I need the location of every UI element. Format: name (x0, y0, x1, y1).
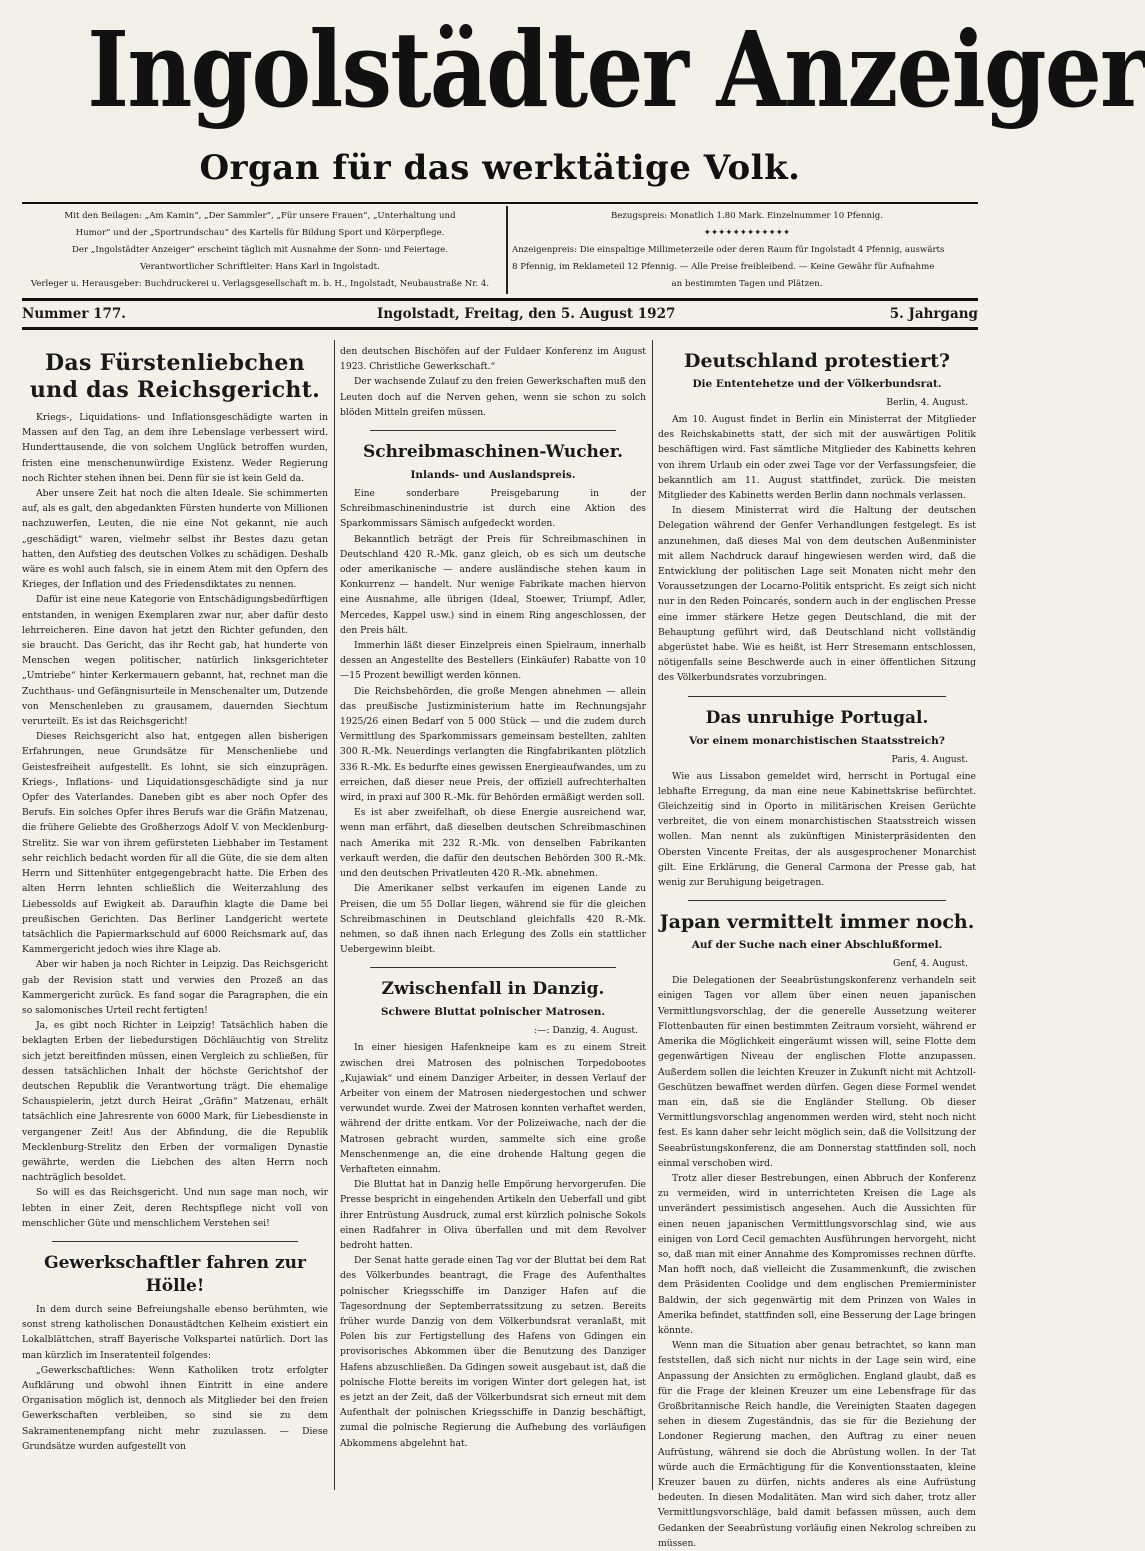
paragraph: Immerhin läßt dieser Einzelpreis einen Spielraum, innerhalb dessen an Angestellte des Bestellers (Einkäufer) Rabatte von 10—15 Prozent bewilligt werden können. (340, 640, 646, 682)
paragraph: Die Reichsbehörden, die große Mengen abnehmen — allein das preußische Justizministerium hatte im Rechnungsjahr 1925/26 einen Bedarf von 5 000 Stück — und die zudem durch Vermittlung des Sparkommissars gemeinsam bestellten, zahlten 300 R.-Mk. Neuerdings verlangten die Ringfabrikanten plötzlich 336 R.-Mk. Es bedurfte eines gewissen Energieaufwandes, um zu erreichen, daß dieser neue Preis, der offiziell aufrechterhalten wird, in praxi auf 300 R.-Mk. für Behörden ermäßigt werden soll. (340, 685, 646, 804)
masthead-title: Ingolstädter Anzeiger (87, 8, 1145, 131)
top-rule (22, 202, 978, 204)
dateline-danzig: :—: Danzig, 4. August. (534, 1025, 638, 1037)
place-date: Ingolstadt, Freitag, den 5. August 1927 (377, 306, 676, 322)
info-line: Der „Ingolstädter Anzeiger“ erscheint täglich mit Ausnahme der Sonn- und Feiertage. (72, 245, 448, 255)
dateline (22, 303, 978, 325)
article-danzig (340, 1040, 646, 1450)
publication-info (22, 208, 498, 294)
paragraph: Wenn man die Situation aber genau betrachtet, so kann man feststellen, daß sich nicht nur nichts in der Lage sein wird, eine Anpassung der Ansichten zu ermöglichen. England glaubt, daß es für die Frage der kleinen Kreuzer um eine Lebensfrage für das Großbritannische Reich handle, die Vereinigten Staaten dagegen sehen in diesem Zugeständnis, das sie für die Beziehung der Londoner Regierung machen, den Auftrag zu einer neuen Aufrüstung, während sie doch die Abrüstung wollen. In der Tat würde auch die Ermächtigung für die Konventionsstaaten, kleine Kreuzer bauen zu dürfen, nichts anderes als eine Aufrüstung bedeuten. In diesen Modalitäten. Man wird sich daher, trotz aller Vermittlungsvorschläge, bald damit befassen müssen, auch dem Gedanken der Seeabrüstung vorläufig einen Nekrolog schreiben zu müssen. (658, 1340, 976, 1549)
ad-price-line: 8 Pfennig, im Reklameteil 12 Pfennig. — Alle Preise freibleibend. — Keine Gewähr für Aufnahme (512, 262, 935, 272)
info-line: Verleger u. Herausgeber: Buchdruckerei u. Verlagsgesellschaft m. b. H., Ingolstadt, Neubaustraße Nr. 4. (30, 279, 490, 289)
info-line: Humor“ und der „Sportrundschau“ des Kartells für Bildung Sport und Körperpflege. (75, 228, 445, 238)
subheadline-portugal: Vor einem monarchistischen Staatsstreich? (689, 734, 945, 747)
headline-danzig: Zwischenfall in Danzig. (381, 979, 605, 1000)
headline-gewerkschaftler: Gewerkschaftler fahren zur Hölle! (44, 1252, 306, 1296)
article-portugal (658, 769, 976, 891)
ad-price-line: an bestimmten Tagen und Plätzen. (671, 279, 823, 289)
article-schreibmaschinen (340, 486, 646, 957)
article-separator (688, 900, 946, 901)
paragraph: Am 10. August findet in Berlin ein Ministerrat der Mitglieder des Reichskabinetts statt, der sich mit der auswärtigen Politik beschäftigen wird. Fast sämtliche Mitglieder des Kabinetts kehren von ihrem Urlaub ein oder zwei Tage vor der Verfassungsfeier, die bekanntlich am 11. August stattfindet, zurück. Die meisten Mitglieder des Kabinetts werden Berlin dann nochmals verlassen. (658, 414, 976, 502)
paragraph: Trotz aller dieser Bestrebungen, einen Abbruch der Konferenz zu vermeiden, wird in unterrichteten Kreisen die Lage als unverändert pessimistisch angesehen. Auch die Aussichten für einen neuen japanischen Vermittlungsvorschlag sind, wie aus einigen von Lord Cecil gemachten Ausführungen hervorgeht, nicht so, daß man mit einer Annahme des Kompromisses rechnen dürfte. Man hofft noch, daß vielleicht die Zusammenkunft, die zwischen dem Präsidenten Coolidge und dem englischen Premierminister Baldwin, der sich gegenwärtig mit dem Prinzen von Wales in Amerika befindet, stattfinden soll, eine Besserung der Lage bringen könnte. (658, 1172, 976, 1336)
column-divider (652, 340, 653, 1490)
article-japan (658, 973, 976, 1551)
info-line: Verantwortlicher Schriftleiter: Hans Karl in Ingolstadt. (140, 262, 380, 272)
paragraph: Dafür ist eine neue Kategorie von Entschädigungsbedürftigen entstanden, in wenigen Exemplaren zwar nur, aber dafür desto lehrreicheren. Eine davon hat jetzt den Richter gefunden, den sie braucht. Das Gericht, das ihr Recht gab, hat hunderte von Menschen wegen politischer, natürlich linksgerichteter „Umtriebe“ hinter Kerkermauern gebannt, hat, rechnet man die Zuchthaus- und Gefängnisurteile in Menschenalter um, Dutzende von Menschenleben zu grausamem, dauernden Siechtum verurteilt. Es ist das Reichsgericht! (22, 594, 328, 728)
headline-portugal: Das unruhige Portugal. (705, 707, 929, 728)
headline-deutschland: Deutschland protestiert? (683, 350, 950, 372)
headline-japan: Japan vermittelt immer noch. (659, 911, 975, 934)
paragraph: Aber unsere Zeit hat noch die alten Ideale. Sie schimmerten auf, als es galt, den abgedankten Fürsten hunderte von Millionen nachzuwerfen, Leuten, die nie eine Not gekannt, nie auch „geschädigt“ waren, vielmehr selbst ihr Bestes dazu getan hatten, den Aufstieg des deutschen Volkes zu schädigen. Deshalb wäre es wohl auch falsch, sie in einem Atem mit den Opfern des Krieges, der Inflation und des Friedensdiktates zu nennen. (22, 488, 328, 591)
column-divider (334, 340, 335, 1490)
paragraph: „Gewerkschaftliches: Wenn Katholiken trotz erfolgter Aufklärung und obwohl ihnen Eintritt in eine andere Organisation möglich ist, dennoch als Mitglieder bei den freien Gewerkschaften verbleiben, so sind sie zu dem Sakramentenempfang nicht mehr zuzulassen. — Diese Grundsätze wurden aufgestellt von (22, 1364, 328, 1452)
subscription-price: Bezugspreis: Monatlich 1.80 Mark. Einzelnummer 10 Pfennig. (610, 211, 884, 221)
subheadline-deutschland: Die Ententehetze und der Völkerbundsrat. (692, 378, 942, 390)
subheadline-japan: Auf der Suche nach einer Abschlußformel. (691, 939, 943, 952)
article-fuerstenliebchen (22, 410, 328, 1231)
paragraph: den deutschen Bischöfen auf der Fuldaer Konferenz im August 1923. Christliche Gewerkschaft.“ (340, 346, 646, 373)
paragraph: In diesem Ministerrat wird die Haltung der deutschen Delegation während der Genfer Verhandlungen festgelegt. Es ist anzunehmen, daß dieses Mal von dem deutschen Außenminister mit allem Nachdruck darauf hingewiesen werden wird, daß die Entwicklung der politischen Lage seit Monaten nicht mehr den Voraussetzungen der Locarno-Politik entspricht. Es zeigt sich nicht nur in den Reden Poincarés, sondern auch in der englischen Presse eine immer stärkere Hetze gegen Deutschland, die mit der Behauptung geführt wird, daß Deutschland nicht vollständig abgerüstet habe. Wie es heißt, ist Herr Stresemann entschlossen, nötigenfalls seine Beschwerde auch in einer öffentlichen Sitzung des Völkerbundsrates vorzubringen. (658, 505, 976, 684)
paragraph: Der Senat hatte gerade einen Tag vor der Bluttat bei dem Rat des Völkerbundes beantragt, die Frage des Aufenthaltes polnischer Kriegsschiffe im Danziger Hafen auf die Tagesordnung der Septemberratssitzung zu setzen. Bereits früher wurde Danzig von dem Völkerbundsrat veranlaßt, mit Polen bis zur Fertigstellung des Hafens von Gdingen ein provisorisches Abkommen über die Benutzung des Danziger Hafens abzuschließen. Da Gdingen soweit ausgebaut ist, daß die polnische Flotte bereits im vorigen Winter dort gelegen hat, ist es jetzt an der Zeit, daß der Völkerbundsrat sich erneut mit dem Aufenthalt der polnischen Kriegsschiffe in Danzig beschäftigt, zumal die polnische Regierung die Aufhebung des vorläufigen Abkommens abgelehnt hat. (340, 1255, 646, 1449)
paragraph: Aber wir haben ja noch Richter in Leipzig. Das Reichsgericht gab der Revision statt und verwies den Prozeß an das Kammergericht zurück. Es fand sogar die Paragraphen, die ein so salomonisches Urteil recht fertigten! (22, 959, 328, 1016)
subheadline-danzig: Schwere Bluttat polnischer Matrosen. (380, 1006, 606, 1019)
paragraph: Dieses Reichsgericht also hat, entgegen allen bisherigen Erfahrungen, neue Grundsätze für Menschenliebe und Geistesfreiheit aufgestellt. Es lohnt, sie sich einzuprägen. Kriegs-, Inflations- und Liquidationsgeschädigte sind ja nur Opfer des Vaterlandes. Daneben gibt es aber noch Opfer des Berufs. Ein solches Opfer ihres Berufs war die Gräfin Matzenau, die frühere Geliebte des Großherzogs Adolf V. von Mecklenburg-Strelitz. Sie war von ihrem gefürsteten Liebhaber im Testament sehr reichlich bedacht worden für all die Güte, die sie dem alten Herrn und Sittenhüter entgegengebracht hatte. Die Erben des alten Herrn lehnten schließlich die Weiterzahlung des Liebessolds auf Ewigkeit ab. Daraufhin klagte die Dame bei preußischen Gerichten. Das Berliner Landgericht wertete tatsächlich die Papiermarkschuld auf 6000 Reichsmark auf, das Kammergericht jedoch wies ihre Klage ab. (22, 731, 328, 956)
issue-number: Nummer 177. (22, 306, 127, 322)
paragraph: Es ist aber zweifelhaft, ob diese Energie ausreichend war, wenn man erfährt, daß dieselben deutschen Schreibmaschinen nach Amerika mit 232 R.-Mk. von denselben Fabrikanten verkauft werden, die dafür den deutschen Behörden 300 R.-Mk. und den deutschen Privatleuten 420 R.-Mk. abnehmen. (340, 807, 646, 880)
article-separator (52, 1241, 298, 1242)
paragraph: Die Bluttat hat in Danzig helle Empörung hervorgerufen. Die Presse bespricht in eingehenden Artikeln den Ueberfall und gibt ihrer Entrüstung Ausdruck, zumal erst kürzlich polnische Sokols einen Radfahrer in Oliva überfallen und mit dem Revolver bedroht hatten. (340, 1179, 646, 1251)
paragraph: Wie aus Lissabon gemeldet wird, herrscht in Portugal eine lebhafte Erregung, da man eine neue Kabinettskrise befürchtet. Gleichzeitig sind in Oporto in militärischen Kreisen Gerüchte verbreitet, die von einem monarchistischen Staatsstreich wissen wollen. Man nennt als zukünftigen Ministerpräsidenten den Obersten Vincente Freitas, der als ausgesprochener Monarchist gilt. Eine Erklärung, die General Carmona der Presse gab, hat wenig zur Beruhigung beigetragen. (658, 770, 976, 889)
info-separator (506, 206, 508, 294)
column-2 (340, 344, 646, 1514)
paragraph: Bekanntlich beträgt der Preis für Schreibmaschinen in Deutschland 420 R.-Mk. ganz gleich, ob es sich um deutsche oder amerikanische — andere ausländische stehen kaum in Konkurrenz — handelt. Nur wenige Fabrikate machen hiervon eine Ausnahme, alle übrigen (Ideal, Stoewer, Triumpf, Adler, Mercedes, Kappel usw.) sind in einem Ring angeschlossen, der den Preis hält. (340, 533, 646, 636)
paragraph: In dem durch seine Befreiungshalle ebenso berühmten, wie sonst streng katholischen Donaustädtchen Kelheim existiert ein Lokalblättchen, straff Bayerische Volkspartei natürlich. Dort las man kürzlich im Inseratenteil folgendes: (22, 1303, 328, 1361)
paragraph: Ja, es gibt noch Richter in Leipzig! Tatsächlich haben die beklagten Erben der liebedurstigen Döchläuchtig von Strelitz sich jetzt bereitfinden müssen, einen Vergleich zu schließen, für dessen tatsächlichen Inhalt der höchste Gerichtshof der deutschen Republik die Verantwortung trägt. Die ehemalige Schauspielerin, jetzt durch Heirat „Gräfin“ Matzenau, erhält tatsächlich eine Jahresrente von 6000 Mark, für Liebesdienste in vergangener Zeit! Aus der Abfindung, die die Republik Mecklenburg-Strelitz den Erben der vormaligen Dynastie gewährte, werden die Liebchen des alten Herrn noch nachträglich besoldet. (22, 1020, 328, 1184)
dateline-paris: Paris, 4. August. (891, 753, 968, 765)
article-continuation (340, 344, 646, 420)
price-info (512, 208, 982, 294)
column-3 (658, 344, 976, 1549)
headline-fuerstenliebchen: Das Fürstenliebchen und das Reichsgericht. (29, 350, 321, 403)
paragraph: Die Amerikaner selbst verkaufen im eigenen Lande zu Preisen, die um 55 Dollar liegen, während sie für die gleichen Schreibmaschinen in Deutschland gleichfalls 420 R.-Mk. nehmen, so daß ihnen nach Erlegung des Zolls ein stattlicher Uebergewinn bleibt. (340, 883, 646, 956)
subheadline-schreibmaschinen: Inlands- und Auslandspreis. (410, 469, 576, 482)
ornament-stars: ✦✦✦✦✦✦✦✦✦✦✦✦ (703, 228, 791, 238)
article-separator (688, 696, 946, 697)
masthead-subtitle: Organ für das werktätige Volk. (199, 148, 801, 188)
paragraph: So will es das Reichsgericht. Und nun sage man noch, wir lebten in einer Zeit, deren Rechtspflege nicht voll von menschlicher Güte und menschlichem Verstehen sei! (22, 1187, 328, 1229)
article-separator (370, 430, 616, 431)
dateline-genf: Genf, 4. August. (893, 958, 968, 970)
ad-price-line: Anzeigenpreis: Die einspaltige Millimeterzeile oder deren Raum für Ingolstadt 4 Pfennig, auswärts (512, 245, 945, 255)
article-separator (370, 967, 616, 968)
paragraph: In einer hiesigen Hafenkneipe kam es zu einem Streit zwischen drei Matrosen des polnischen Torpedobootes „Kujawiak“ und einem Danziger Arbeiter, in dessen Verlauf der Arbeiter von einem der Matrosen niedergestochen und schwer verwundet wurde. Zwei der Matrosen konnten verhaftet werden, während der dritte entkam. Vor der Polizeiwache, nach der die Matrosen gebracht wurden, sammelte sich eine große Menschenmenge an, die eine drohende Haltung gegen die Verhafteten einnahm. (340, 1042, 646, 1175)
paragraph: Die Delegationen der Seeabrüstungskonferenz verhandeln seit einigen Tagen vor allem über einen neuen japanischen Vermittlungsvorschlag, der die generelle Aussetzung weiterer Flottenbauten für einen bestimmten Zeitraum vorsieht, während er Amerika die Möglichkeit eingeräumt wissen will, seine Flotte dem gegenwärtigen Niveau der englischen Flotte anzupassen. Außerdem sollen die leichten Kreuzer in Zukunft nicht mit Achtzoll-Geschützen bewaffnet werden dürfen. Gegen diese Formel wendet man ein, daß sie die Engländer Stellung. Ob dieser Vermittlungsvorschlag angenommen werden wird, steht noch nicht fest. Es kann daher sehr leicht möglich sein, daß die Vollsitzung der Seeabrüstungskonferenz, die am Donnerstag stattfinden soll, noch einmal verschoben wird. (658, 975, 976, 1169)
paragraph: Der wachsende Zulauf zu den freien Gewerkschaften muß den Leuten doch auf die Nerven gehen, wenn sie schon zu solch blöden Mitteln greifen müssen. (340, 376, 646, 418)
volume-year: 5. Jahrgang (889, 306, 978, 322)
article-deutschland (658, 412, 976, 686)
article-gewerkschaftler (22, 1302, 328, 1454)
headline-schreibmaschinen: Schreibmaschinen-Wucher. (362, 442, 624, 463)
paragraph: Kriegs-, Liquidations- und Inflationsgeschädigte warten in Massen auf den Tag, an dem ihre Lebenslage verbessert wird. Hunderttausende, die von solchem Unglück betroffen wurden, fristen eine menschenunwürdige Existenz. Weder Regierung noch Richter stehen ihnen bei. Denn für sie ist kein Geld da. (22, 412, 328, 484)
dateline-rule-bottom (22, 327, 978, 330)
column-1 (22, 344, 328, 1514)
paragraph: Eine sonderbare Preisgebarung in der Schreibmaschinenindustrie ist durch eine Aktion des Sparkommissars Sämisch aufgedeckt worden. (340, 488, 646, 530)
dateline-berlin: Berlin, 4. August. (886, 397, 968, 408)
dateline-rule-top (22, 298, 978, 301)
info-line: Mit den Beilagen: „Am Kamin“, „Der Sammler“, „Für unsere Frauen“, „Unterhaltung und (64, 211, 456, 221)
